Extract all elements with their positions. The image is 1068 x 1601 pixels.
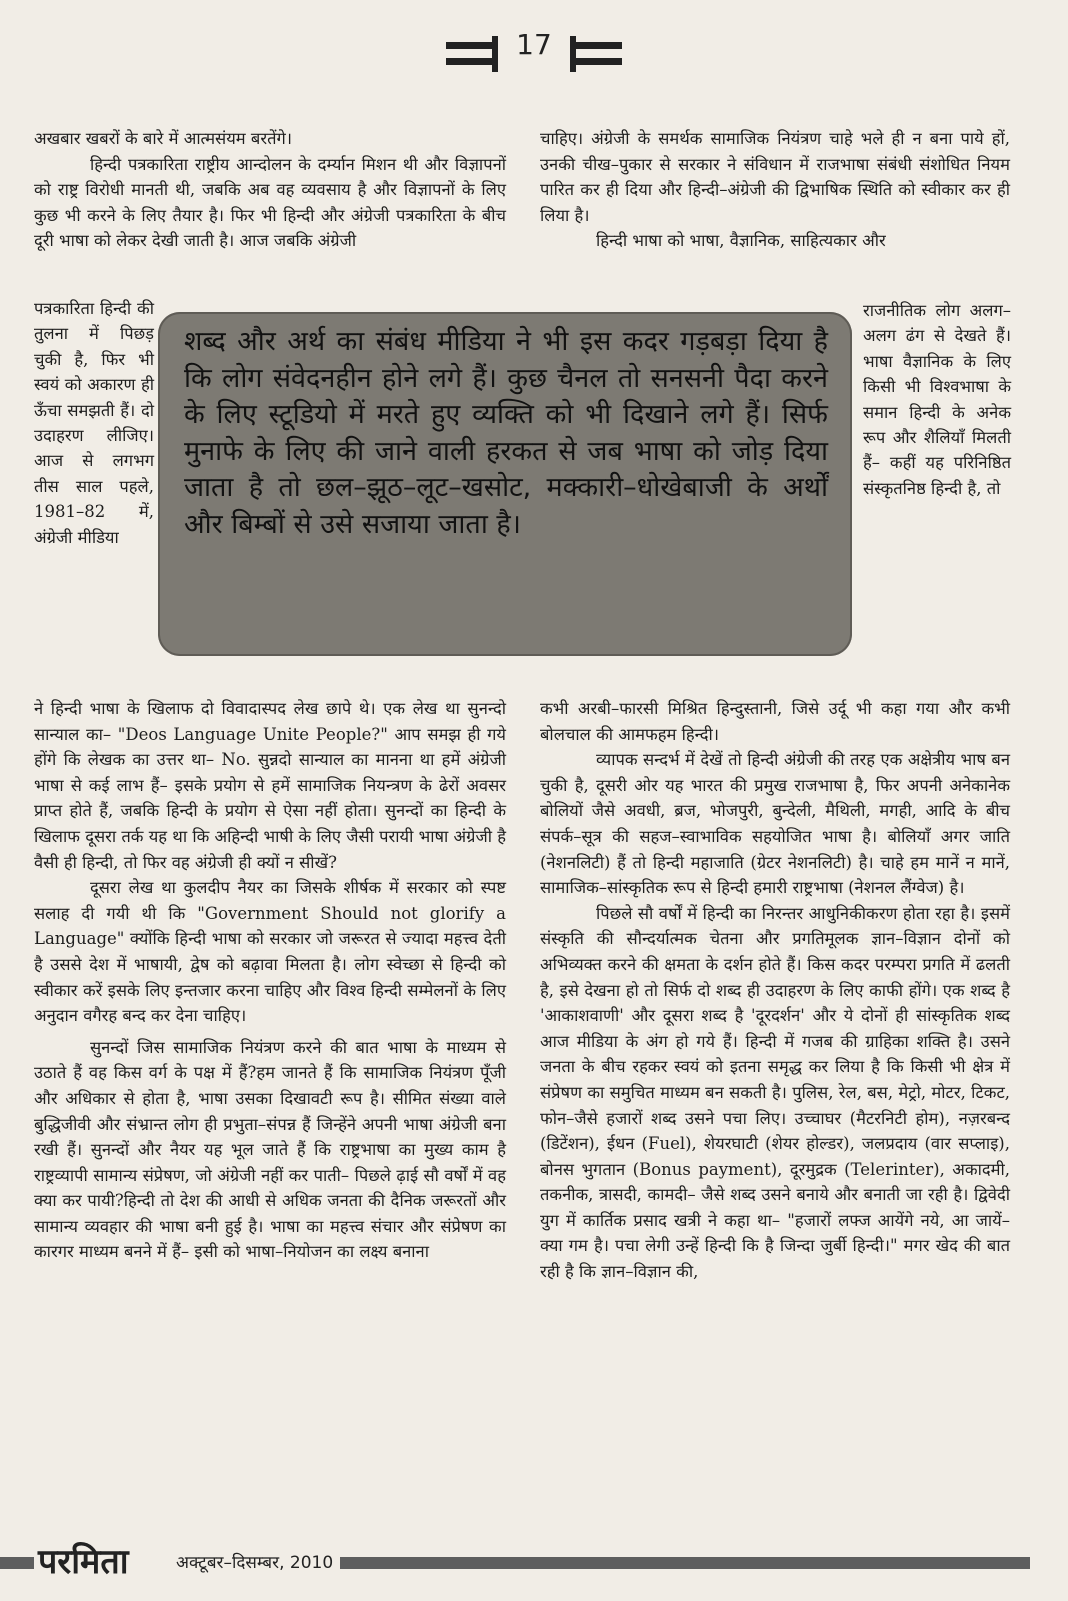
page-number: 17: [516, 28, 552, 61]
paragraph: अखबार खबरों के बारे में आत्मसंयम बरतेंगे।: [34, 129, 293, 148]
paragraph: चाहिए। अंग्रेजी के समर्थक सामाजिक नियंत्रण चाहे भले ही न बना पाये हों, उनकी चीख–पुकार से सरकार ने संविधान में राजभाषा संबंधी संशोधित नियम पारित कर ही दिया और हिन्दी–अंग्रेजी की द्विभाषिक स्थिति को स्वीकार कर ही लिया है।: [540, 129, 1010, 225]
paragraph: पत्रकारिता हिन्दी की तुलना में पिछड़ चुकी है, फिर भी स्वयं को अकारण ही ऊँचा समझती हैं। दो उदाहरण लीजिए। आज से लगभग तीस साल पहले, 1981–82 में, अंग्रेजी मीडिया: [34, 299, 154, 547]
page-number-ornament: [0, 28, 1068, 78]
magazine-logo: परमिता: [34, 1540, 133, 1584]
left-column-bottom: [34, 696, 506, 1265]
left-column-top: [34, 126, 506, 254]
right-column-wrap-text: [863, 298, 1011, 501]
right-column-top: [540, 126, 1010, 254]
paragraph: पिछले सौ वर्षों में हिन्दी का निरन्तर आधुनिकीकरण होता रहा है। इसमें संस्कृति की सौन्दर्यात्मक चेतना और प्रगतिमूलक ज्ञान–विज्ञान दोनों को अभिव्यक्त करने की क्षमता के दर्शन होते हैं। किस कदर परम्परा प्रगति में ढलती है, इसे देखना हो तो सिर्फ दो शब्द ही उदाहरण के लिए काफी होंगे। एक शब्द है 'आकाशवाणी' और दूसरा शब्द है 'दूरदर्शन' और ये दोनों ही सांस्कृतिक शब्द आज मीडिया के अंग हो गये हैं। हिन्दी में गजब की ग्राहिका शक्ति है। उसने जनता के बीच रहकर स्वयं को इतना समृद्ध कर लिया है कि किसी भी क्षेत्र में संप्रेषण का समुचित माध्यम बन सकती है। पुलिस, रेल, बस, मेट्रो, मोटर, टिकट, फोन–जैसे हजारों शब्द उसने पचा लिए। उच्चाघर (मैटरनिटी होम), नज़रबन्द (डिटेंशन), ईधन (Fuel), शेयरघाटी (शेयर होल्डर), जलप्रदाय (वार सप्लाइ), बोनस भुगतान (Bonus payment), दूरमुद्रक (Telerinter), अकादमी, तकनीक, त्रासदी, कामदी– जैसे शब्द उसने बनाये और बनाती जा रही है। द्विवेदी युग में कार्तिक प्रसाद खत्री ने कहा था– "हजारों लफ्ज आयेंगे नये, आ जायें– क्या गम है। पचा लेगी उन्हें हिन्दी कि है जिन्दा जुर्बी हिन्दी।" मगर खेद की बात रही है कि ज्ञान–विज्ञान की,: [540, 903, 1010, 1282]
paragraph: हिन्दी पत्रकारिता राष्ट्रीय आन्दोलन के दर्म्यान मिशन थी और विज्ञापनों को राष्ट्र विरोधी मानती थी, जबकि अब वह व्यवसाय है और विज्ञापनों के लिए कुछ भी करने के लिए तैयार है। फिर भी हिन्दी और अंग्रेजी पत्रकारिता के बीच दूरी भाषा को लेकर देखी जाती है। आज जबकि अंग्रेजी: [34, 154, 506, 251]
pull-quote-text: शब्द और अर्थ का संबंध मीडिया ने भी इस कदर गड़बड़ा दिया है कि लोग संवेदनहीन होने लगे हैं। कुछ चैनल तो सनसनी पैदा करने के लिए स्टूडियो में मरते हुए व्यक्ति को भी दिखाने लगे हैं। सिर्फ मुनाफे के लिए की जाने वाली हरकत से जब भाषा को जोड़ दिया जाता है तो छल–झूठ–लूट–खसोट, मक्कारी–धोखेबाजी के अर्थों और बिम्बों से उसे सजाया जाता है।: [184, 326, 828, 540]
paragraph: ने हिन्दी भाषा के खिलाफ दो विवादास्पद लेख छापे थे। एक लेख था सुनन्दो सान्याल का– "Deos Language Unite People?" आप समझ ही गये होंगे कि लेखक का उत्तर था– No. सुन्नदो सान्याल का मानना था हमें अंग्रेजी भाषा से कई लाभ हैं– इसके प्रयोग से हमें सामाजिक नियन्त्रण के ढेरों अवसर प्राप्त होते हैं, जबकि हिन्दी के प्रयोग से ऐसा नहीं होता। सुनन्दों का हिन्दी के खिलाफ दूसरा तर्क यह था कि अहिन्दी भाषी के लिए जैसी परायी भाषा अंग्रेजी है वैसी ही हिन्दी, तो फिर वह अंग्रेजी ही क्यों न सीखें?: [34, 699, 506, 872]
paragraph: राजनीतिक लोग अलग–अलग ढंग से देखते हैं। भाषा वैज्ञानिक के लिए किसी भी विश्वभाषा के समान हिन्दी के अनेक रूप और शैलियाँ मिलती हैं– कहीं यह परिनिष्ठित संस्कृतनिष्ठ हिन्दी है, तो: [863, 301, 1011, 498]
pull-quote-box: [158, 312, 852, 656]
left-column-wrap-text: [34, 296, 154, 550]
paragraph: हिन्दी भाषा को भाषा, वैज्ञानिक, साहित्यकार और: [596, 231, 886, 251]
paragraph: दूसरा लेख था कुलदीप नैयर का जिसके शीर्षक में सरकार को स्पष्ट सलाह दी गयी थी कि "Government Should not glorify a Language" क्योंकि हिन्दी भाषा को सरकार जो जरूरत से ज्यादा महत्त्व देती है उससे देश में भाषायी, द्वेष को बढ़ावा मिलता है। लोग स्वेच्छा से हिन्दी को स्वीकार करें इसके लिए इन्तजार करना चाहिए और विश्व हिन्दी सम्मेलनों के लिए अनुदान वगैरह बन्द कर देना चाहिए।: [34, 878, 506, 1026]
right-column-bottom: [540, 696, 1010, 1285]
footer-rule-right: [340, 1557, 1030, 1569]
footer: [0, 1540, 1068, 1585]
issue-date: अक्टूबर–दिसम्बर, 2010: [172, 1551, 337, 1575]
paragraph: व्यापक सन्दर्भ में देखें तो हिन्दी अंग्रेजी की तरह एक अक्षेत्रीय भाष बन चुकी है, दूसरी ओर यह भारत की प्रमुख राजभाषा है, फिर अपनी अनेकानेक बोलियों जैसे अवधी, ब्रज, भोजपुरी, बुन्देली, मैथिली, मगही, आदि के बीच संपर्क–सूत्र की सहज–स्वाभाविक सहयोजित भाषा है। बोलियाँ अगर जाति (नेशनलिटी) हैं तो हिन्दी महाजाति (ग्रेटर नेशनलिटी) है। चाहे हम मानें न मानें, सामाजिक–सांस्कृतिक रूप से हिन्दी हमारी राष्ट्रभाषा (नेशनल लैंग्वेज) है।: [540, 750, 1010, 898]
paragraph: कभी अरबी–फारसी मिश्रित हिन्दुस्तानी, जिसे उर्दू भी कहा गया और कभी बोलचाल की आमफहम हिन्दी।: [540, 699, 1010, 744]
paragraph: सुनन्दों जिस सामाजिक नियंत्रण करने की बात भाषा के माध्यम से उठाते हैं वह किस वर्ग के पक्ष में हैं?हम जानते हैं कि सामाजिक नियंत्रण पूँजी और अधिकार से होता है, भाषा उसका दिखावटी रूप है। सीमित संख्या वाले बुद्धिजीवी और संभ्रान्त लोग ही प्रभुता–संपन्न हैं जिन्हेंने अपनी भाषा अंग्रेजी बना रखी हैं। सुनन्दों और नैयर यह भूल जाते हैं कि राष्ट्रभाषा का मुख्य काम है राष्ट्रव्यापी सामान्य संप्रेषण, जो अंग्रेजी नहीं कर पाती– पिछले ढ़ाई सौ वर्षों में वह क्या कर पायी?हिन्दी तो देश की आधी से अधिक जनता की दैनिक जरूरतों और सामान्य व्यवहार की भाषा बनी हुई है। भाषा का महत्त्व संचार और संप्रेषण का कारगर माध्यम बनने में हैं– इसी को भाषा–नियोजन का लक्ष्य बनाना: [34, 1037, 506, 1262]
